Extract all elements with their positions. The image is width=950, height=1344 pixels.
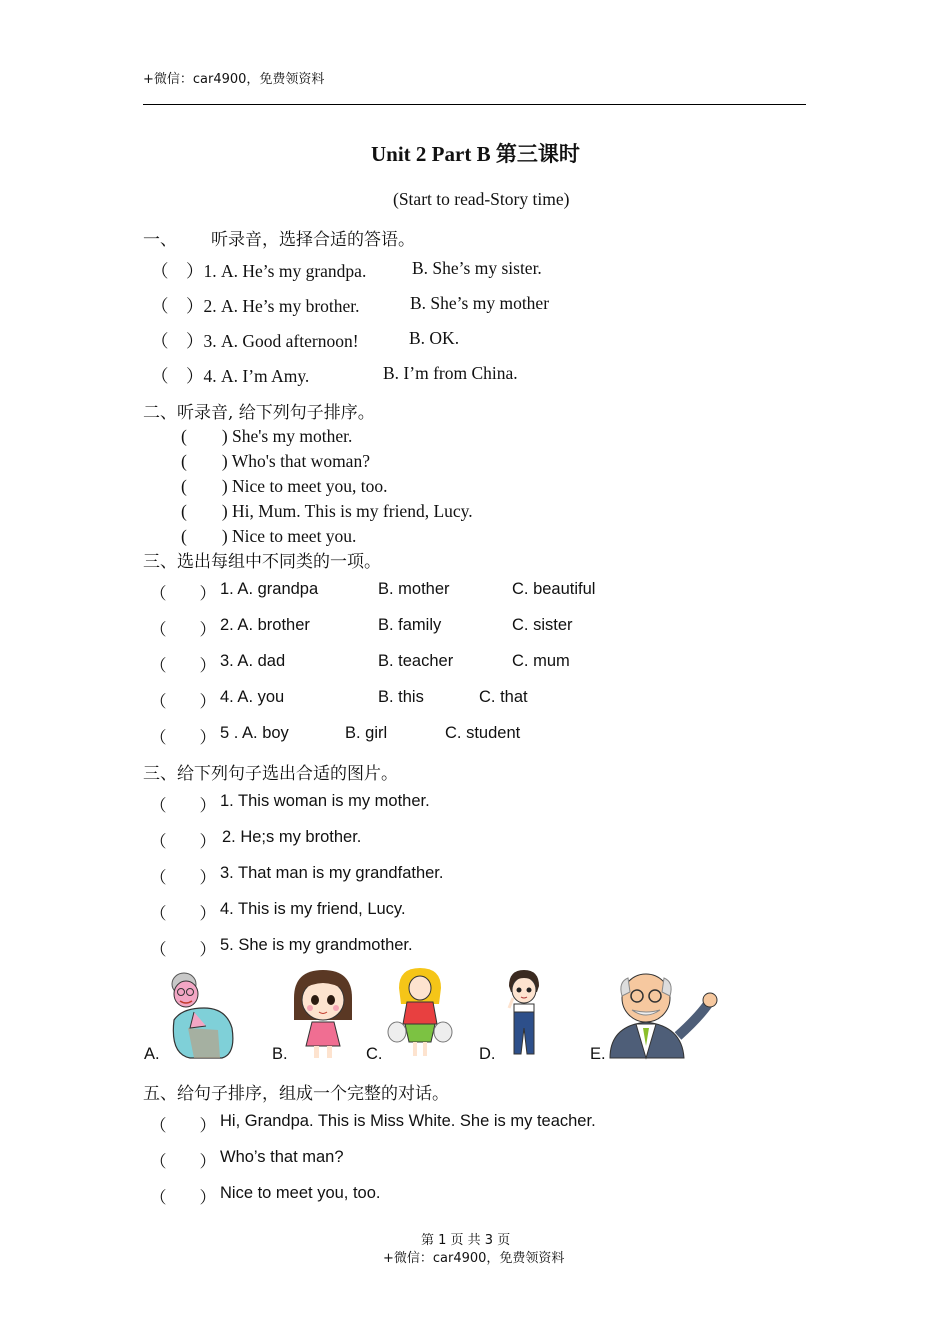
picture-grandfather bbox=[606, 966, 722, 1060]
s1-q3: （ ）3. A. Good afternoon! bbox=[151, 331, 359, 351]
picture-label-e: E. bbox=[590, 1045, 606, 1063]
s3-q5-b: B. girl bbox=[345, 724, 388, 742]
s3-q4-c: C. that bbox=[479, 688, 528, 706]
s3-q3-c: C. mum bbox=[512, 652, 570, 670]
s3-paren-5: （ ） bbox=[150, 729, 216, 747]
s3-q5-a: 5 . A. boy bbox=[220, 724, 289, 742]
page-title: Unit 2 Part B 第三课时 bbox=[371, 142, 580, 166]
picture-label-a: A. bbox=[144, 1045, 160, 1063]
s3-paren-4: （ ） bbox=[150, 693, 216, 711]
s3-q3-b: B. teacher bbox=[378, 652, 454, 670]
s3-paren-1: （ ） bbox=[150, 585, 216, 603]
picture-woman bbox=[385, 966, 455, 1060]
s4-paren-1: （ ） bbox=[150, 797, 216, 815]
s1-q2: （ ）2. A. He’s my brother. bbox=[151, 296, 360, 316]
section4-heading: 三、给下列句子选出合适的图片。 bbox=[143, 764, 398, 784]
s3-q4-b: B. this bbox=[378, 688, 424, 706]
s5-paren-3: （ ） bbox=[150, 1189, 216, 1207]
picture-label-b: B. bbox=[272, 1045, 288, 1063]
page-subtitle: (Start to read-Story time) bbox=[393, 189, 570, 209]
s4-q3: 3. That man is my grandfather. bbox=[220, 864, 444, 882]
s3-q4-a: 4. A. you bbox=[220, 688, 285, 706]
page-number: 第 1 页 共 3 页 bbox=[421, 1233, 511, 1248]
header-divider bbox=[143, 104, 806, 105]
s3-paren-2: （ ） bbox=[150, 621, 216, 639]
s4-paren-3: （ ） bbox=[150, 869, 216, 887]
picture-girl bbox=[288, 968, 358, 1060]
s2-item-4: ( ) Hi, Mum. This is my friend, Lucy. bbox=[181, 501, 473, 521]
s3-q1-a: 1. A. grandpa bbox=[220, 580, 319, 598]
s2-item-2: ( ) Who's that woman? bbox=[181, 451, 370, 471]
s3-q1-c: C. beautiful bbox=[512, 580, 596, 598]
s2-item-5: ( ) Nice to meet you. bbox=[181, 526, 357, 546]
s4-q4: 4. This is my friend, Lucy. bbox=[220, 900, 406, 918]
s3-q2-c: C. sister bbox=[512, 616, 573, 634]
s4-paren-2: （ ） bbox=[150, 833, 216, 851]
s5-paren-1: （ ） bbox=[150, 1117, 216, 1135]
s2-item-1: ( ) She's my mother. bbox=[181, 426, 353, 446]
picture-label-d: D. bbox=[479, 1045, 496, 1063]
s3-q5-c: C. student bbox=[445, 724, 521, 742]
s3-q1-b: B. mother bbox=[378, 580, 450, 598]
picture-grandmother bbox=[160, 968, 240, 1060]
section5-heading: 五、给句子排序，组成一个完整的对话。 bbox=[143, 1084, 449, 1104]
picture-boy bbox=[503, 968, 545, 1060]
s4-paren-5: （ ） bbox=[150, 941, 216, 959]
s1-q1: （ ）1. A. He’s my grandpa. bbox=[151, 261, 367, 281]
s1-q3-b: B. OK. bbox=[409, 328, 460, 348]
section1-heading: 听录音，选择合适的答语。 bbox=[211, 230, 415, 250]
s4-q1: 1. This woman is my mother. bbox=[220, 792, 430, 810]
s3-q3-a: 3. A. dad bbox=[220, 652, 286, 670]
s2-item-3: ( ) Nice to meet you, too. bbox=[181, 476, 388, 496]
section1-number: 一、 bbox=[143, 230, 177, 250]
s1-q2-b: B. She’s my mother bbox=[410, 293, 550, 313]
s4-q2: 2. He;s my brother. bbox=[222, 828, 362, 846]
s1-q4: （ ）4. A. I’m Amy. bbox=[151, 366, 310, 386]
s1-q4-b: B. I’m from China. bbox=[383, 363, 518, 383]
s5-item-1: Hi, Grandpa. This is Miss White. She is my teacher. bbox=[220, 1112, 596, 1130]
picture-label-c: C. bbox=[366, 1045, 383, 1063]
s5-paren-2: （ ） bbox=[150, 1153, 216, 1171]
s4-paren-4: （ ） bbox=[150, 905, 216, 923]
s5-item-3: Nice to meet you, too. bbox=[220, 1184, 381, 1202]
s3-paren-3: （ ） bbox=[150, 657, 216, 675]
s3-q2-b: B. family bbox=[378, 616, 442, 634]
header-text: +微信：car4900，免费领资料 bbox=[143, 72, 325, 87]
s4-q5: 5. She is my grandmother. bbox=[220, 936, 413, 954]
s1-q1-b: B. She’s my sister. bbox=[412, 258, 542, 278]
section3-heading: 三、选出每组中不同类的一项。 bbox=[143, 552, 381, 572]
footer-text: +微信：car4900，免费领资料 bbox=[383, 1251, 565, 1266]
s3-q2-a: 2. A. brother bbox=[220, 616, 310, 634]
section2-heading: 二、听录音, 给下列句子排序。 bbox=[143, 403, 375, 423]
s5-item-2: Who’s that man? bbox=[220, 1148, 344, 1166]
